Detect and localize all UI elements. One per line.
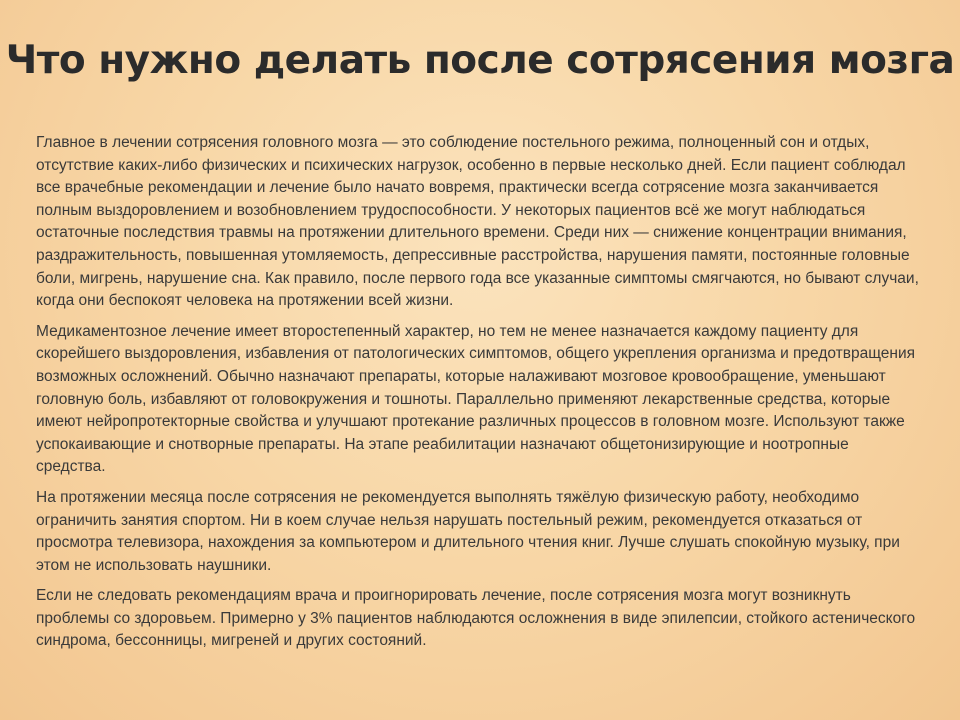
paragraph-complications: Если не следовать рекомендациям врача и проигнорировать лечение, после сотрясения мозга могут возникнуть проблемы со здоровьем. Примерно у 3% пациентов наблюдаются осложнения в виде эпилепсии, стойкого астенического синдрома, бессонницы, мигреней и других состояний. bbox=[36, 587, 916, 650]
slide-body bbox=[36, 132, 920, 661]
slide-title: Что нужно делать после сотрясения мозга bbox=[5, 38, 955, 83]
paragraph-medication: Медикаментозное лечение имеет второстепенный характер, но тем не менее назначается каждому пациенту для скорейшего выздоровления, избавления от патологических симптомов, общего укрепления организма и предотвращения возможных осложнений. Обычно назначают препараты, которые налаживают мозговое кровообращение, уменьшают головную боль, избавляют от головокружения и тошноты. Параллельно применяют лекарственные средства, которые имеют нейропротекторные свойства и улучшают протекание различных процессов в головном мозге. Используют также успокаивающие и снотворные препараты. На этапе реабилитации назначают общетонизирующие и ноотропные средства. bbox=[36, 322, 916, 476]
paragraph-treatment-basics: Главное в лечении сотрясения головного мозга — это соблюдение постельного режима, полноценный сон и отдых, отсутствие каких-либо физических и психических нагрузок, особенно в первые несколько дней. Если пациент соблюдал все врачебные рекомендации и лечение было начато вовремя, практически всегда сотрясение мозга заканчивается полным выздоровлением и возобновлением трудоспособности. У некоторых пациентов всё же могут наблюдаться остаточные последствия травмы на протяжении длительного времени. Среди них — снижение концентрации внимания, раздражительность, повышенная утомляемость, депрессивные расстройства, нарушения памяти, постоянные головные боли, мигрень, нарушение сна. Как правило, после первого года все указанные симптомы смягчаются, но бывают случаи, когда они беспокоят человека на протяжении всей жизни. bbox=[36, 134, 919, 310]
paragraph-restrictions: На протяжении месяца после сотрясения не рекомендуется выполнять тяжёлую физическую работу, необходимо ограничить занятия спортом. Ни в коем случае нельзя нарушать постельный режим, рекомендуется отказаться от просмотра телевизора, нахождения за компьютером и длительного чтения книг. Лучше слушать спокойную музыку, при этом не использовать наушники. bbox=[36, 488, 900, 574]
